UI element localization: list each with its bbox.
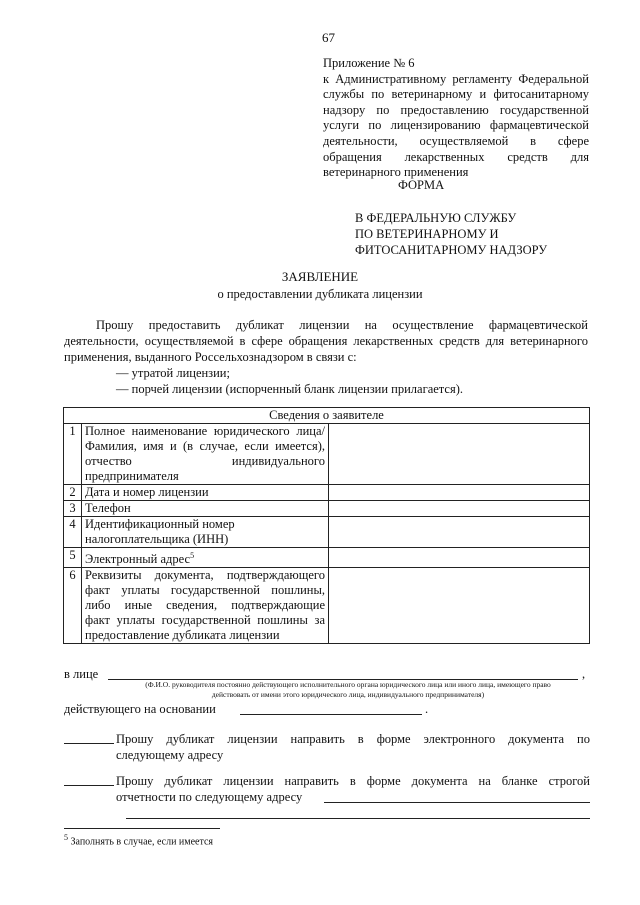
table-row (64, 517, 590, 548)
table-header: Сведения о заявителе (64, 408, 590, 424)
row-number: 3 (64, 501, 82, 517)
row-value-field[interactable] (329, 568, 590, 644)
row-label (82, 424, 329, 485)
footnote-text: Заполнять в случае, если имеется (70, 836, 214, 848)
row-label (82, 485, 329, 501)
row-value-field[interactable] (329, 424, 590, 485)
footnote-divider (64, 828, 220, 829)
basis-dot: . (425, 702, 429, 716)
applicant-info-table (63, 407, 590, 644)
row-value-field[interactable] (329, 501, 590, 517)
row-label-line: Реквизиты документа, подтверждающего (85, 568, 325, 583)
appendix-line: службы по ветеринарному и фитосанитарному (323, 87, 589, 102)
row-number: 6 (64, 568, 82, 644)
appendix-line: обращения лекарственных средств для (323, 149, 589, 164)
paper-option (116, 773, 590, 805)
appendix-block (323, 56, 589, 181)
row-label-line: Фамилия, имя и (в случае, если имеется), (85, 439, 325, 453)
addressee-line: ПО ВЕТЕРИНАРНОМУ И (355, 227, 499, 241)
row-number: 2 (64, 485, 82, 501)
option-lost[interactable]: — утратой лицензии; (116, 366, 230, 380)
electronic-mark-field[interactable] (64, 743, 114, 744)
paper-mark-field[interactable] (64, 785, 114, 786)
appendix-line: к Административному регламенту Федеральной (323, 71, 589, 86)
row-label-line: Дата и номер лицензии (85, 485, 209, 499)
in-person-hint: действовать от имени этого юридического лица, индивидуального предпринимателя) (211, 690, 485, 699)
appendix-line: надзору по предоставлению государственной (323, 102, 589, 117)
row-value-field[interactable] (329, 548, 590, 568)
table-row (64, 568, 590, 644)
electronic-option (116, 731, 590, 763)
footnote-marker: 5 (190, 551, 195, 560)
footnote (64, 833, 213, 847)
row-label-line: либо иные сведения, подтверждающие (85, 598, 325, 613)
row-label-line: налогоплательщика (ИНН) (85, 532, 229, 546)
appendix-line: ветеринарного применения (323, 165, 469, 180)
paper-address-field-2[interactable] (126, 818, 590, 819)
in-person-hint: (Ф.И.О. руководителя постоянно действующего исполнительного органа юридического лица или иного лица, имеющего право (145, 680, 551, 689)
in-person-label: в лице (64, 667, 99, 681)
request-line: Прошу предоставить дубликат лицензии на осуществление фармацевтической (96, 318, 588, 332)
paper-address-field[interactable] (324, 802, 590, 803)
row-label (82, 568, 329, 644)
document-subtitle: о предоставлении дубликата лицензии (217, 287, 423, 301)
row-label-line: Телефон (85, 501, 131, 515)
table-row (64, 501, 590, 517)
appendix-line: услуги по лицензированию фармацевтической (323, 118, 589, 133)
row-value-field[interactable] (329, 517, 590, 548)
row-label (82, 501, 329, 517)
request-line: применения, выданного Россельхознадзором в связи с: (64, 350, 357, 364)
row-label-line: Полное наименование юридического лица/ (85, 424, 325, 438)
page-number: 67 (322, 30, 335, 45)
basis-field[interactable] (240, 714, 422, 715)
form-label: ФОРМА (398, 178, 445, 192)
electronic-line: следующему адресу (116, 748, 224, 762)
row-label-line: предпринимателя (85, 469, 179, 483)
table-row (64, 485, 590, 501)
row-number: 4 (64, 517, 82, 548)
row-number: 5 (64, 548, 82, 568)
footnote-marker: 5 (64, 833, 68, 842)
row-value-field[interactable] (329, 485, 590, 501)
row-label-line: предоставление дубликата лицензии (85, 628, 280, 643)
request-paragraph (64, 317, 588, 397)
paper-line: Прошу дубликат лицензии направить в форме документа на бланке строгой (116, 774, 590, 788)
appendix-title: Приложение № 6 (323, 56, 415, 70)
basis-label: действующего на основании (64, 702, 216, 716)
row-label (82, 548, 329, 568)
row-label (82, 517, 329, 548)
row-number: 1 (64, 424, 82, 485)
table-row (64, 548, 590, 568)
row-label-line: отчество индивидуального (85, 454, 325, 468)
option-damaged[interactable]: — порчей лицензии (испорченный бланк лицензии прилагается). (116, 382, 464, 396)
row-label-line: факт уплаты государственной пошлины, (85, 583, 325, 598)
document-title: ЗАЯВЛЕНИЕ (281, 269, 359, 284)
electronic-line: Прошу дубликат лицензии направить в форме электронного документа по (116, 732, 590, 746)
addressee-line: ФИТОСАНИТАРНОМУ НАДЗОРУ (355, 243, 548, 257)
in-person-comma: , (582, 667, 586, 681)
request-line: деятельности, осуществляемой в сфере обращения лекарственных средств для ветеринарного (64, 334, 588, 348)
addressee-line: В ФЕДЕРАЛЬНУЮ СЛУЖБУ (355, 211, 517, 225)
appendix-line: деятельности, осуществляемой в сфере (323, 133, 589, 148)
row-label-line: Идентификационный номер (85, 517, 235, 531)
table-row (64, 424, 590, 485)
paper-line: отчетности по следующему адресу (116, 790, 303, 804)
row-label-line: факт уплаты государственной пошлины за (85, 613, 325, 628)
row-label-line: Электронный адрес (85, 552, 191, 567)
addressee-block (355, 210, 547, 258)
